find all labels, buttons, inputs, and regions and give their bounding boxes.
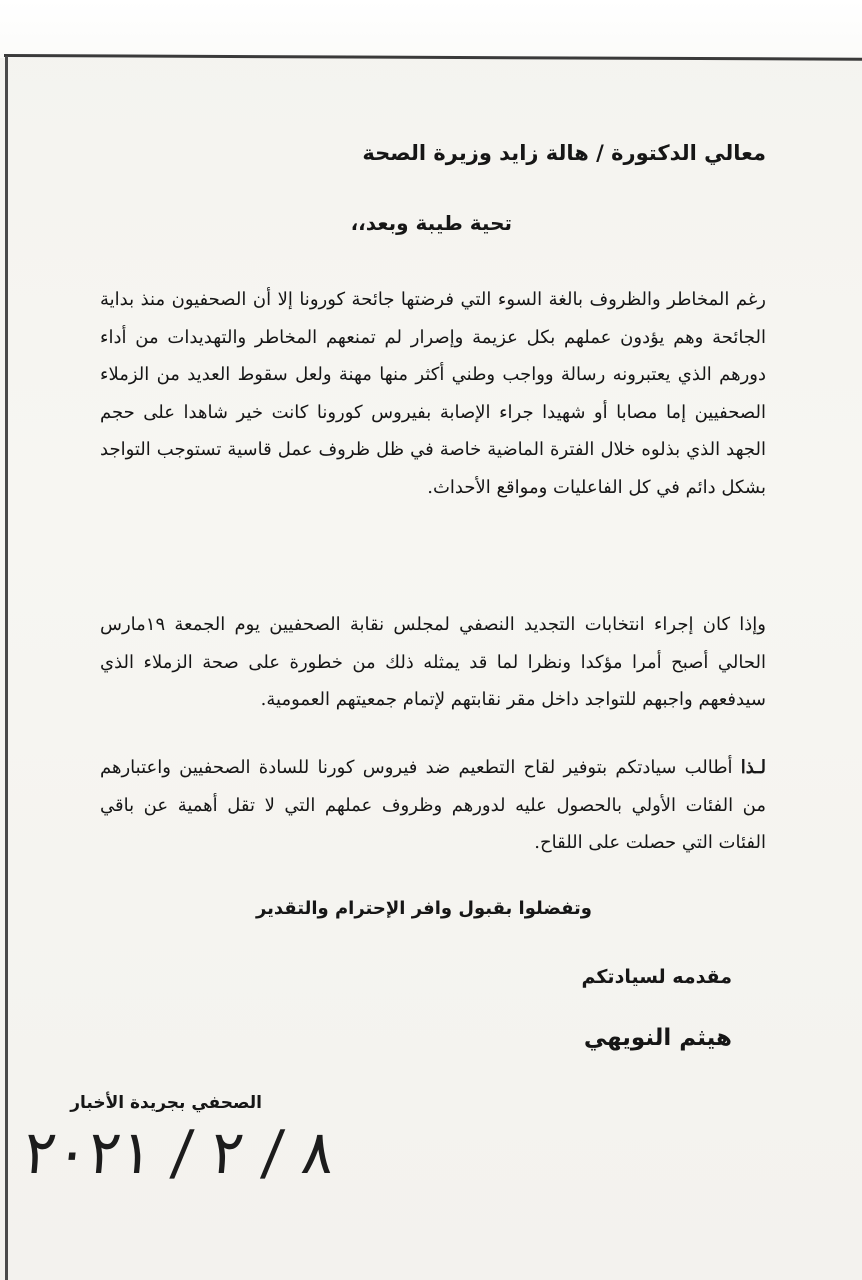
paragraph-lead-word: لـذا <box>740 757 766 778</box>
signer-role: الصحفي بجريدة الأخبار <box>70 1093 262 1113</box>
presented-by-line: مقدمه لسيادتكم <box>581 966 732 988</box>
page-border-left <box>5 56 8 1280</box>
handwritten-date: ٨ / ٢ / ٢٠٢١ <box>20 1118 338 1188</box>
body-paragraph-1: رغم المخاطر والظروف بالغة السوء التي فرضتها جائحة كورونا إلا أن الصحفيون منذ بداية الجائحة وهم يؤدون عملهم بكل عزيمة وإصرار لم تمنعهم المخاطر والتهديدات من أداء دورهم الذي يعتبرونه رسالة وواجب وطني أكثر منها مهنة ولعل سقوط العديد من الزملاء الصحفيين إما مصابا أو شهيدا جراء الإصابة بفيروس كورونا كانت خير شاهدا على حجم الجهد الذي بذلوه خلال الفترة الماضية خاصة في ظل ظروف عمل قاسية تستوجب التواجد بشكل دائم في كل الفاعليات ومواقع الأحداث. <box>100 289 766 498</box>
greeting-line: تحية طيبة وبعد،، <box>350 211 512 235</box>
signer-name: هيثم النويهي <box>583 1025 732 1051</box>
addressee-line: معالي الدكتورة / هالة زايد وزيرة الصحة <box>362 141 766 165</box>
body-paragraph-3 <box>100 749 766 862</box>
paragraph-3-text: أطالب سيادتكم بتوفير لقاح التطعيم ضد فيروس كورنا للسادة الصحفيين واعتبارهم من الفئات الأولي بالحصول عليه لدورهم وظروف عملهم التي لا تقل أهمية عن باقي الفئات التي حصلت على اللقاح. <box>100 757 766 853</box>
body-paragraph-2: وإذا كان إجراء انتخابات التجديد النصفي لمجلس نقابة الصحفيين يوم الجمعة ١٩مارس الحالي أصبح أمرا مؤكدا ونظرا لما قد يمثله ذلك من خطورة على صحة الزملاء الذي سيدفعهم واجبهم للتواجد داخل مقر نقابتهم لإتمام جمعيتهم العمومية. <box>100 614 766 710</box>
page-top-margin <box>0 0 862 58</box>
closing-line: وتفضلوا بقبول وافر الإحترام والتقدير <box>255 898 592 919</box>
